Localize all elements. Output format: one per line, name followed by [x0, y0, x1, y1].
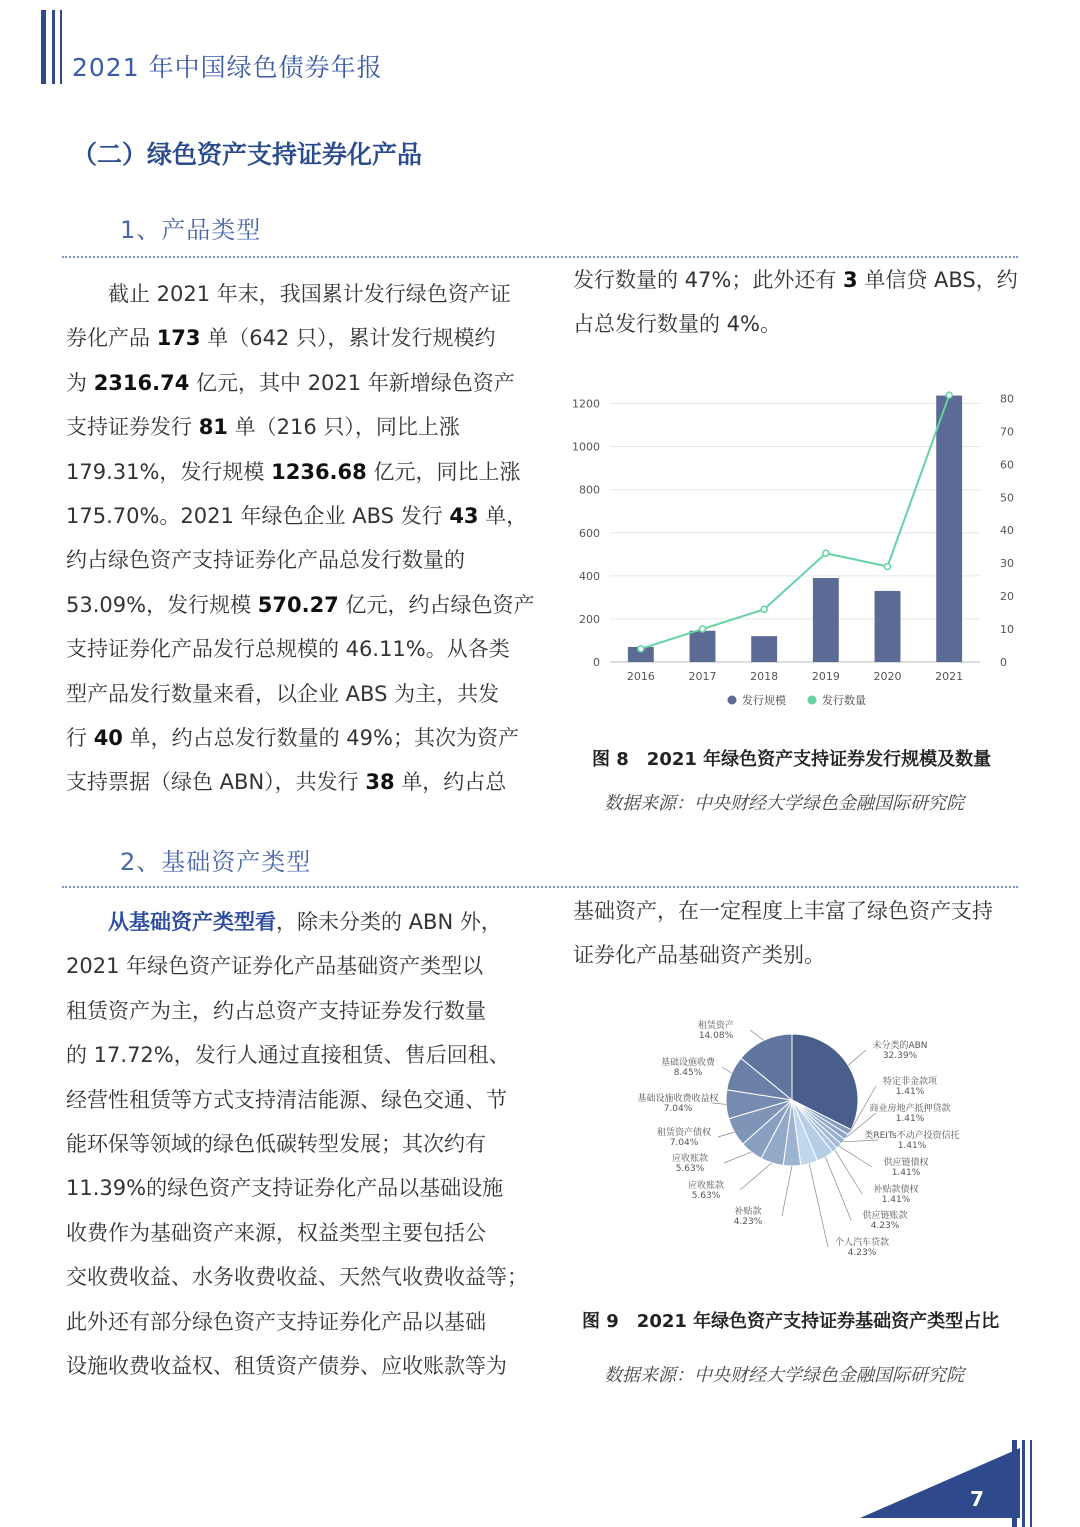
pie-label: 商业房地产抵押贷款: [869, 1104, 951, 1114]
text-segment: 截止 2021 年末，我国累计发行绿色资产证: [66, 282, 511, 306]
legend-marker-count: [808, 696, 817, 705]
text-line: [66, 716, 519, 760]
pie-chart: [570, 1010, 1016, 1280]
pie-label: 特定非金款项: [882, 1077, 938, 1087]
paragraph-underlying-assets-right: [573, 889, 1018, 978]
pie-percent: 4.23%: [847, 1248, 877, 1258]
pie-label: 应收账款: [687, 1181, 725, 1191]
text-line: [66, 900, 514, 944]
text-line: [66, 944, 514, 988]
pie-leader-line: [722, 1067, 732, 1073]
pie-leader-line: [848, 1050, 866, 1065]
text-segment: 的 17.72%，发行人通过直接租赁、售后回租、: [66, 1043, 510, 1068]
text-segment: 型产品发行数量来看，以企业 ABS 为主，共发: [66, 681, 500, 706]
y-left-tick-label: 1000: [572, 440, 600, 454]
text-segment: 单（216 只），同比上涨: [227, 415, 460, 440]
pie-percent: 1.41%: [891, 1168, 921, 1178]
y-right-tick-label: 30: [1000, 557, 1014, 571]
x-tick-label: 2016: [626, 670, 655, 683]
figure-9-source: 数据来源：中央财经大学绿色金融国际研究院: [604, 1365, 964, 1386]
legend-marker-scale: [728, 696, 737, 705]
bold-number: 1236.68: [271, 459, 367, 484]
text-segment: 单（642 只），累计发行规模约: [200, 326, 496, 351]
lead-phrase: 从基础资产类型看: [66, 910, 276, 934]
pie-leader-line: [718, 1132, 734, 1137]
bar-2021: [936, 396, 962, 662]
text-segment: 证券化产品基础资产类别。: [573, 943, 825, 968]
text-segment: 行: [66, 725, 94, 750]
text-segment: 经营性租赁等方式支持清洁能源、绿色交通、节: [66, 1087, 507, 1112]
text-segment: 179.31%，发行规模: [66, 459, 272, 484]
bar-line-chart: [570, 362, 1016, 712]
text-segment: 单，约占总发行数量的 49%；其次为资产: [122, 725, 519, 750]
text-segment: 亿元，约占绿色资产: [338, 592, 535, 617]
text-segment: 设施收费收益权、租赁资产债券、应收账款等为: [66, 1353, 507, 1378]
text-segment: 175.70%。2021 年绿色企业 ABS 发行: [66, 503, 450, 528]
figure-9-chart: [570, 1010, 1016, 1280]
bold-number: 40: [93, 725, 123, 750]
pie-label: 供应链债权: [883, 1158, 929, 1168]
pie-percent: 8.45%: [673, 1068, 703, 1078]
count-point-2020: [885, 563, 891, 569]
pie-label: 基础设施收费收益权: [637, 1094, 719, 1104]
text-segment: 单信贷 ABS，约: [857, 268, 1018, 292]
x-tick-label: 2019: [811, 670, 840, 683]
count-point-2019: [823, 550, 829, 556]
bar-2020: [875, 591, 901, 662]
pie-label: 租赁资产债权: [656, 1128, 712, 1138]
pie-label: 租赁资产: [697, 1021, 735, 1031]
text-line: [66, 1078, 514, 1122]
bold-number: 38: [365, 770, 395, 795]
text-segment: ，除未分类的 ABN 外，: [276, 910, 502, 934]
y-right-tick-label: 40: [1000, 524, 1014, 538]
figure-8-caption: 图 8 2021 年绿色资产支持证券发行规模及数量: [592, 749, 992, 770]
text-segment: 基础资产，在一定程度上丰富了绿色资产支持: [573, 899, 993, 923]
text-line: [66, 538, 511, 582]
text-segment: 2021 年绿色资产证券化产品基础资产类型以: [66, 954, 484, 979]
text-line: [66, 272, 511, 316]
pie-percent: 1.41%: [897, 1141, 927, 1151]
text-segment: 支持证券发行: [66, 415, 199, 440]
text-line: [573, 302, 1018, 346]
text-line: [66, 1344, 514, 1388]
pie-label: 类REITs不动产投资信托: [864, 1131, 960, 1141]
x-tick-label: 2021: [935, 670, 964, 683]
header-bar-thin: [60, 10, 62, 84]
y-left-tick-label: 600: [579, 526, 600, 540]
report-title: 2021 年中国绿色债券年报: [72, 53, 383, 82]
text-segment: 亿元，其中 2021 年新增绿色资产: [189, 370, 515, 395]
pie-percent: 32.39%: [882, 1051, 918, 1061]
corner-bar-3: [1030, 1440, 1032, 1527]
y-right-tick-label: 50: [1000, 491, 1014, 505]
header-bar-mid: [52, 10, 55, 84]
pie-leader-line: [839, 1146, 872, 1167]
text-segment: 占总发行数量的 4%。: [573, 312, 781, 337]
text-segment: 租赁资产为主，约占总资产支持证券发行数量: [66, 998, 486, 1023]
text-line: [66, 361, 515, 405]
text-segment: 53.09%，发行规模: [66, 592, 258, 617]
legend-label-count: 发行数量: [822, 694, 866, 707]
text-line: [573, 258, 1018, 302]
text-segment: 收费作为基础资产来源，权益类型主要包括公: [66, 1220, 486, 1245]
text-segment: 能环保等领域的绿色低碳转型发展；其次约有: [66, 1131, 486, 1156]
pie-percent: 1.41%: [895, 1114, 925, 1124]
x-tick-label: 2018: [750, 670, 779, 683]
count-point-2018: [761, 606, 767, 612]
y-left-tick-label: 800: [579, 483, 600, 497]
pie-percent: 7.04%: [663, 1104, 693, 1114]
pie-percent: 4.23%: [870, 1221, 900, 1231]
bar-2019: [813, 578, 839, 662]
text-segment: 为: [66, 370, 94, 395]
header-bar-thick: [41, 10, 46, 84]
text-line: [66, 1300, 514, 1344]
y-left-tick-label: 400: [579, 569, 600, 583]
y-right-tick-label: 0: [1000, 656, 1007, 669]
pie-percent: 14.08%: [698, 1031, 734, 1041]
legend-label-scale: 发行规模: [742, 694, 786, 707]
figure-8-chart: [570, 362, 1016, 712]
count-point-2021: [946, 392, 952, 398]
text-line: [66, 316, 511, 360]
pie-leader-line: [809, 1164, 828, 1247]
pie-leader-line: [835, 1150, 862, 1194]
y-right-tick-label: 20: [1000, 590, 1014, 604]
corner-bar-1: [1012, 1440, 1017, 1527]
divider-2: [62, 886, 1018, 888]
count-line: [641, 395, 949, 649]
pie-label: 个人汽车贷款: [834, 1238, 890, 1248]
text-segment: 发行数量的 47%；此外还有: [573, 268, 844, 292]
text-segment: 交收费收益、水务收费收益、天然气收费收益等；: [66, 1265, 528, 1290]
y-left-tick-label: 0: [593, 656, 600, 669]
bold-number: 81: [198, 415, 228, 440]
bold-number: 43: [449, 503, 479, 528]
pie-percent: 5.63%: [691, 1191, 721, 1201]
count-point-2017: [700, 626, 706, 632]
bold-number: 173: [156, 326, 201, 351]
pie-label: 应收账款: [671, 1154, 709, 1164]
page-corner-triangle: [860, 1448, 1020, 1518]
x-tick-label: 2020: [873, 670, 902, 683]
count-point-2016: [638, 646, 644, 652]
text-segment: 支持证券化产品发行总规模的 46.11%。从各类: [66, 637, 510, 662]
text-line: [573, 889, 1018, 933]
text-line: [66, 583, 535, 627]
paragraph-product-type-right: [573, 258, 1018, 347]
pie-label: 补贴款债权: [873, 1185, 919, 1195]
subsection-title-product-type: 1、产品类型: [120, 216, 262, 244]
text-segment: 券化产品: [66, 326, 157, 351]
pie-leader-line: [825, 1157, 851, 1220]
y-right-tick-label: 80: [1000, 392, 1014, 406]
text-segment: 支持票据（绿色 ABN），共发行: [66, 770, 366, 795]
bar-2017: [690, 631, 716, 662]
text-line: [66, 1255, 528, 1299]
page-corner-decoration: [850, 1440, 1080, 1527]
text-line: [66, 1166, 514, 1210]
paragraph-underlying-assets-left: [66, 900, 528, 1388]
pie-leader-line: [782, 1166, 792, 1216]
figure-9-caption: 图 9 2021 年绿色资产支持证券基础资产类型占比: [582, 1311, 1000, 1332]
y-right-tick-label: 70: [1000, 425, 1014, 439]
text-line: [66, 1033, 514, 1077]
text-segment: 约占绿色资产支持证券化产品总发行数量的: [66, 548, 465, 573]
text-segment: 单，约占总: [394, 770, 507, 795]
y-left-tick-label: 1200: [572, 397, 600, 411]
bold-number: 3: [843, 268, 858, 292]
pie-percent: 1.41%: [881, 1195, 911, 1205]
bar-2018: [751, 636, 777, 662]
pie-percent: 7.04%: [669, 1138, 699, 1148]
figure-8-source: 数据来源：中央财经大学绿色金融国际研究院: [604, 793, 964, 814]
bold-number: 570.27: [257, 592, 339, 617]
text-line: [66, 450, 521, 494]
text-line: [66, 760, 511, 804]
x-tick-label: 2017: [688, 670, 717, 683]
y-left-tick-label: 200: [579, 612, 600, 626]
pie-label: 未分类的ABN: [872, 1041, 928, 1051]
pie-percent: 1.41%: [895, 1087, 925, 1097]
page-number: 7: [970, 1487, 984, 1511]
text-line: [66, 672, 511, 716]
pie-leader-line: [724, 1152, 751, 1163]
text-segment: 11.39%的绿色资产支持证券化产品以基础设施: [66, 1176, 504, 1201]
paragraph-product-type-left: [66, 272, 535, 805]
text-line: [66, 627, 511, 671]
text-segment: 此外还有部分绿色资产支持证券化产品以基础: [66, 1309, 486, 1334]
text-line: [66, 405, 511, 449]
text-line: [66, 1211, 514, 1255]
text-line: [573, 933, 1018, 977]
subsection-title-underlying-assets: 2、基础资产类型: [120, 848, 312, 876]
y-right-tick-label: 10: [1000, 623, 1014, 637]
text-line: [66, 494, 528, 538]
bold-number: 2316.74: [93, 370, 190, 395]
text-segment: 亿元，同比上涨: [366, 459, 521, 484]
pie-leader-line: [750, 1030, 764, 1040]
pie-leader-line: [740, 1163, 772, 1190]
y-right-tick-label: 60: [1000, 458, 1014, 472]
pie-label: 补贴款: [734, 1207, 762, 1217]
section-title: （二）绿色资产支持证券化产品: [72, 140, 423, 169]
text-segment: 单，: [478, 503, 528, 528]
text-line: [66, 1122, 514, 1166]
corner-bar-2: [1022, 1440, 1025, 1527]
pie-label: 基础设施收费: [660, 1058, 716, 1068]
pie-percent: 5.63%: [675, 1164, 705, 1174]
pie-percent: 4.23%: [733, 1217, 763, 1227]
pie-label: 供应链账款: [862, 1211, 908, 1221]
text-line: [66, 989, 514, 1033]
